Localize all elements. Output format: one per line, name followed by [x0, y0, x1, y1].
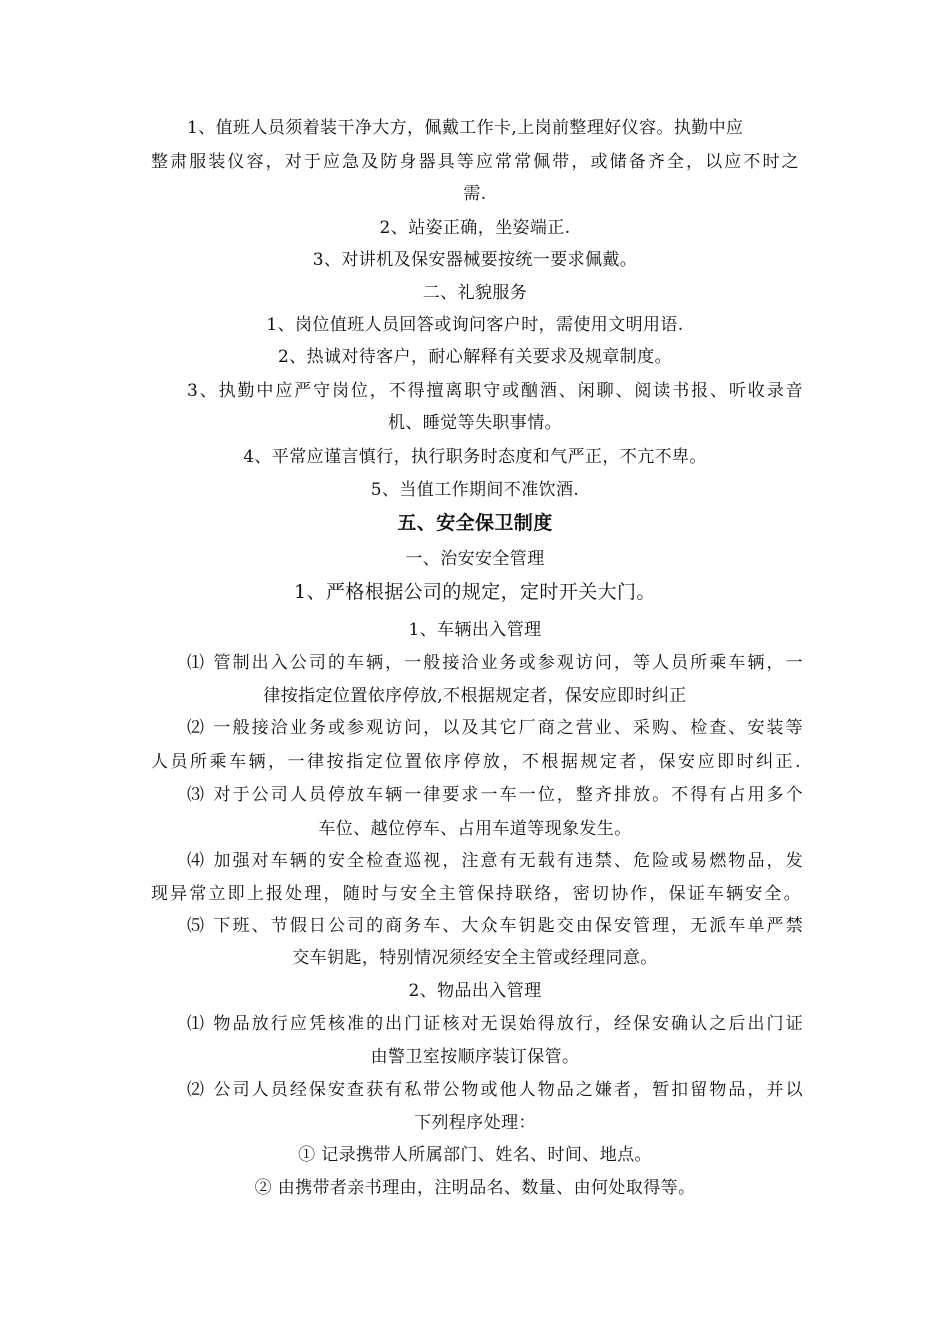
- text-line: 下列程序处理：: [414, 1113, 536, 1133]
- text-line: 人员所乘车辆，一律按指定位置依序停放，不根据规定者，保安应即时纠正.: [151, 752, 801, 772]
- text-line: ⑴ 管制出入公司的车辆，一般接洽业务或参观访问，等人员所乘车辆，一: [187, 653, 803, 673]
- text-line: 整肃服装仪容，对于应急及防身器具等应常常佩带，或储备齐全，以应不时之: [151, 152, 799, 172]
- text-line: 1、严格根据公司的规定，定时开关大门。: [294, 581, 656, 603]
- text-line: ② 由携带者亲书理由，注明品名、数量、由何处取得等。: [254, 1178, 696, 1198]
- text-line: 1、值班人员须着装干净大方，佩戴工作卡,上岗前整理好仪容。执勤中应: [187, 118, 744, 138]
- text-line: 5、当值工作期间不准饮酒.: [370, 480, 580, 500]
- text-line: 2、热诚对待客户，耐心解释有关要求及规章制度。: [277, 347, 672, 367]
- text-line: 车位、越位停车、占用车道等现象发生。: [318, 819, 632, 839]
- text-line: ⑶ 对于公司人员停放车辆一律要求一车一位，整齐排放。不得有占用多个: [187, 785, 803, 805]
- section-heading: 二、礼貌服务: [422, 283, 528, 303]
- text-line: 1、岗位值班人员回答或询问客户时，需使用文明用语.: [266, 315, 684, 335]
- text-line: 2、站姿正确，坐姿端正.: [379, 218, 571, 238]
- text-line: ⑷ 加强对车辆的安全检查巡视，注意有无载有违禁、危险或易燃物品，发: [187, 851, 803, 871]
- text-line: 律按指定位置依序停放,不根据规定者，保安应即时纠正: [263, 686, 687, 706]
- text-line: ⑵ 一般接洽业务或参观访问，以及其它厂商之营业、采购、检查、安装等: [187, 718, 803, 738]
- text-line: 交车钥匙，特别情况须经安全主管或经理同意。: [292, 948, 658, 968]
- text-line: 3、执勤中应严守岗位，不得擅离职守或酗酒、闲聊、阅读书报、听收录音: [187, 381, 803, 401]
- text-line: ⑸ 下班、节假日公司的商务车、大众车钥匙交由保安管理，无派车单严禁: [187, 916, 803, 936]
- text-line: ⑴ 物品放行应凭核准的出门证核对无误始得放行，经保安确认之后出门证: [187, 1014, 803, 1034]
- text-line: ⑵ 公司人员经保安查获有私带公物或他人物品之嫌者，暂扣留物品，并以: [187, 1080, 803, 1100]
- text-line: 现异常立即上报处理，随时与安全主管保持联络，密切协作，保证车辆安全。: [151, 884, 801, 904]
- text-line: 3、对讲机及保安器械要按统一要求佩戴。: [312, 250, 638, 270]
- text-line: 4、平常应谨言慎行，执行职务时态度和气严正，不亢不卑。: [243, 447, 707, 467]
- subsection-heading: 1、车辆出入管理: [408, 620, 542, 640]
- section-heading: 一、治安安全管理: [405, 549, 545, 569]
- text-line: 机、睡觉等失职事情。: [388, 413, 562, 433]
- chapter-title: 五、安全保卫制度: [397, 512, 553, 534]
- subsection-heading: 2、物品出入管理: [408, 981, 542, 1001]
- text-line: ① 记录携带人所属部门、姓名、时间、地点。: [298, 1145, 652, 1165]
- text-line: 需.: [463, 184, 487, 204]
- text-line: 由警卫室按顺序装订保管。: [370, 1047, 580, 1067]
